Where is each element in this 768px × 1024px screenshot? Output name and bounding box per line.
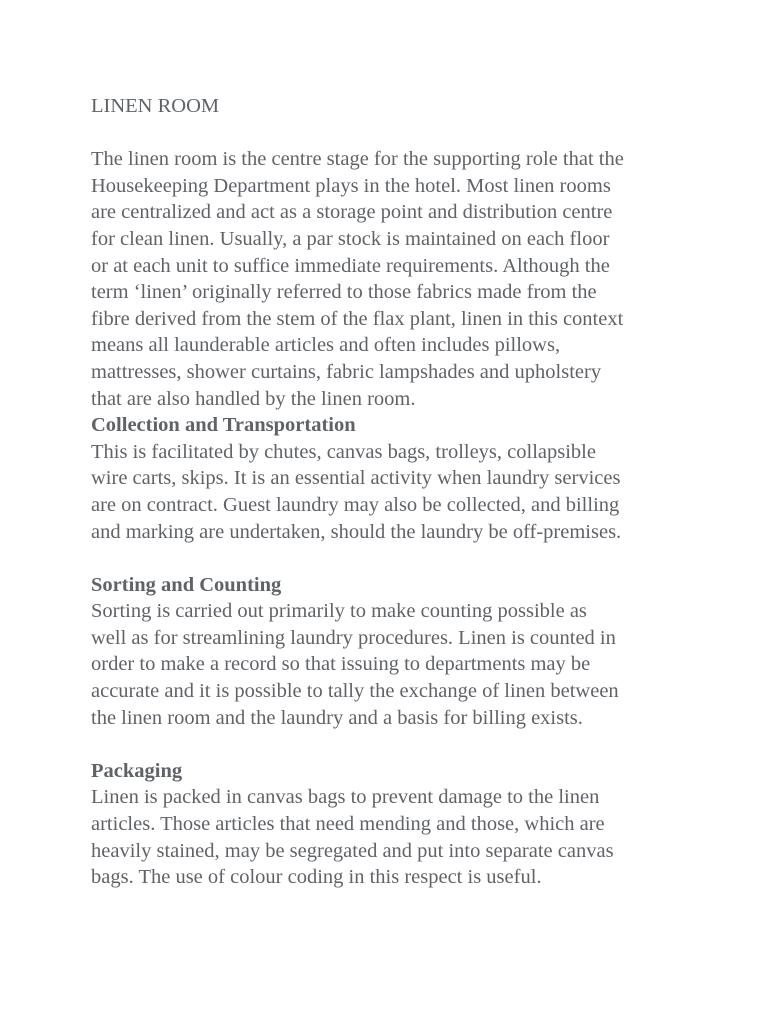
paragraph-line: articles. Those articles that need mending and those, which are [91,813,605,836]
paragraph-line: fibre derived from the stem of the flax plant, linen in this context [91,307,624,330]
section-packaging [91,758,691,891]
document-page [91,93,691,917]
paragraph-line: means all launderable articles and often includes pillows, [91,334,561,357]
section-paragraph [91,598,691,731]
section-heading: Packaging [91,759,183,782]
paragraph-line: Housekeeping Department plays in the hotel. Most linen rooms [91,174,611,197]
paragraph-line: and marking are undertaken, should the laundry be off-premises. [91,520,622,543]
section-collection-transportation [91,412,691,545]
paragraph-line: or at each unit to suffice immediate requirements. Although the [91,254,610,277]
section-heading: Sorting and Counting [91,573,282,596]
page-title: LINEN ROOM [91,95,220,117]
paragraph-line: This is facilitated by chutes, canvas bags, trolleys, collapsible [91,440,596,463]
paragraph-line: are centralized and act as a storage point and distribution centre [91,201,613,224]
paragraph-line: Linen is packed in canvas bags to prevent damage to the linen [91,786,600,809]
paragraph-line: are on contract. Guest laundry may also be collected, and billing [91,493,620,516]
section-sorting-counting [91,572,691,732]
paragraph-line: well as for streamlining laundry procedures. Linen is counted in [91,626,616,649]
paragraph-line: order to make a record so that issuing to departments may be [91,653,591,676]
paragraph-line: heavily stained, may be segregated and put into separate canvas [91,839,614,862]
intro-paragraph [91,146,691,412]
paragraph-line: accurate and it is possible to tally the exchange of linen between [91,680,619,703]
paragraph-line: for clean linen. Usually, a par stock is maintained on each floor [91,227,610,250]
paragraph-line: wire carts, skips. It is an essential activity when laundry services [91,467,621,490]
paragraph-line: the linen room and the laundry and a basis for billing exists. [91,706,583,729]
paragraph-line: term ‘linen’ originally referred to those fabrics made from the [91,281,597,304]
paragraph-line: that are also handled by the linen room. [91,387,416,410]
section-paragraph [91,784,691,890]
paragraph-line: mattresses, shower curtains, fabric lampshades and upholstery [91,360,602,383]
section-paragraph [91,439,691,545]
paragraph-line: bags. The use of colour coding in this respect is useful. [91,866,542,889]
paragraph-line: The linen room is the centre stage for the supporting role that the [91,148,624,171]
section-heading: Collection and Transportation [91,414,356,437]
paragraph-line: Sorting is carried out primarily to make counting possible as [91,600,587,623]
